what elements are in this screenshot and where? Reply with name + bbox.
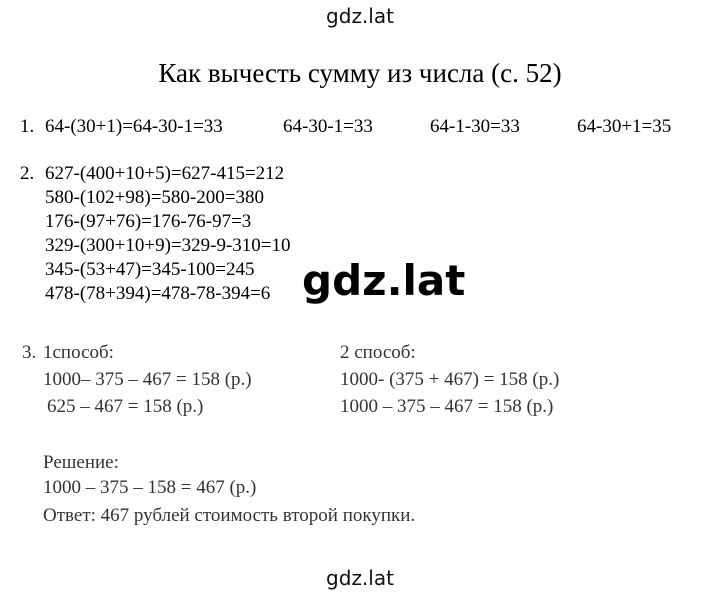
page-title: Как вычесть сумму из числа (с. 52) xyxy=(158,58,562,88)
equation: 627-(400+10+5)=627-415=212 xyxy=(45,163,285,184)
equation: 176-(97+76)=176-76-97=3 xyxy=(45,211,252,232)
answer: Ответ: 467 рублей стоимость второй покупки. xyxy=(43,505,416,526)
equation: 1000 – 375 – 467 = 158 (р.) xyxy=(340,396,554,417)
equation: 478-(78+394)=478-78-394=6 xyxy=(45,283,271,304)
equation: 625 – 467 = 158 (р.) xyxy=(47,396,204,417)
watermark: gdz.lat xyxy=(298,258,469,304)
equation: 64-30+1=35 xyxy=(577,116,672,137)
site-label-top: gdz.lat xyxy=(326,4,394,28)
site-label-bottom: gdz.lat xyxy=(326,566,394,590)
equation: 64-1-30=33 xyxy=(430,116,520,137)
equation: 1000 – 375 – 158 = 467 (р.) xyxy=(43,477,257,498)
equation: 1000– 375 – 467 = 158 (р.) xyxy=(43,369,252,390)
task-number: 3. xyxy=(22,342,37,363)
equation: 580-(102+98)=580-200=380 xyxy=(45,187,264,208)
equation: 329-(300+10+9)=329-9-310=10 xyxy=(45,235,291,256)
solution-header: Решение: xyxy=(43,452,119,473)
task-number: 1. xyxy=(20,116,35,137)
equation: 64-(30+1)=64-30-1=33 xyxy=(45,116,223,137)
equation: 345-(53+47)=345-100=245 xyxy=(45,259,255,280)
task-number: 2. xyxy=(20,163,35,184)
method-1-header: 1способ: xyxy=(43,342,114,363)
equation: 1000- (375 + 467) = 158 (р.) xyxy=(340,369,560,390)
method-2-header: 2 способ: xyxy=(340,342,416,363)
equation: 64-30-1=33 xyxy=(283,116,373,137)
